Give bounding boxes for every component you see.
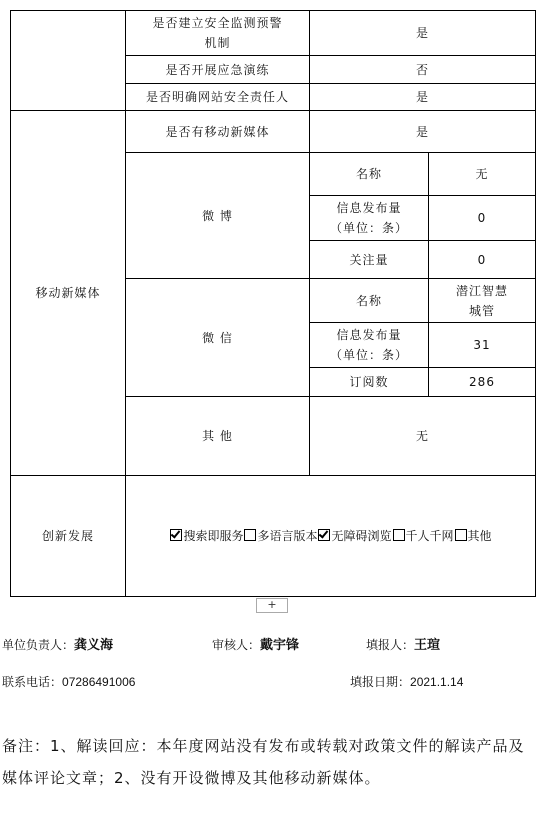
- checkbox-label-3: 无障碍浏览: [331, 529, 392, 543]
- checkbox-4[interactable]: [393, 529, 405, 541]
- wechat-subs-label: 订阅数: [309, 367, 429, 397]
- monitoring-label: 是否建立安全监测预警 机制: [125, 10, 310, 56]
- checkbox-label-2: 多语言版本: [257, 529, 318, 543]
- wechat-posts-value: 31: [428, 322, 536, 368]
- innovation-label: 创新发展: [10, 475, 126, 597]
- has-mobile-value: 是: [309, 110, 536, 153]
- checkbox-5[interactable]: [455, 529, 467, 541]
- wechat-subs-value: 286: [428, 367, 536, 397]
- mobile-section-label: 移动新媒体: [10, 110, 126, 476]
- responsible-label: 是否明确网站安全责任人: [125, 83, 310, 111]
- checkbox-label-5: 其他: [467, 529, 492, 543]
- checkbox-label-4: 千人千网: [405, 529, 454, 543]
- weibo-follow-value: 0: [428, 240, 536, 279]
- monitoring-value: 是: [309, 10, 536, 56]
- wechat-label: 微 信: [125, 278, 310, 397]
- weibo-follow-label: 关注量: [309, 240, 429, 279]
- drill-value: 否: [309, 55, 536, 84]
- filler: 填报人：王瑄: [366, 637, 441, 652]
- checkbox-2[interactable]: [244, 529, 256, 541]
- weibo-posts-label: 信息发布量 （单位：条）: [309, 195, 429, 241]
- has-mobile-label: 是否有移动新媒体: [125, 110, 310, 153]
- reviewer: 审核人：戴宇锋: [212, 637, 300, 652]
- add-row-button[interactable]: +: [256, 598, 288, 613]
- checkbox-1[interactable]: [170, 529, 182, 541]
- other-value: 无: [309, 396, 536, 476]
- wechat-posts-label: 信息发布量 （单位：条）: [309, 322, 429, 368]
- wechat-name-value: 潜江智慧 城管: [428, 278, 536, 323]
- weibo-name-value: 无: [428, 152, 536, 196]
- left-blank-cell: [10, 10, 126, 111]
- checkbox-group: [169, 526, 491, 546]
- innovation-options: [125, 475, 536, 597]
- checkbox-3[interactable]: [318, 529, 330, 541]
- phone: 联系电话：07286491006: [2, 675, 136, 689]
- responsible-value: 是: [309, 83, 536, 111]
- unit-head: 单位负责人：龚义海: [2, 637, 114, 652]
- wechat-name-label: 名称: [309, 278, 429, 323]
- other-label: 其 他: [125, 396, 310, 476]
- weibo-posts-value: 0: [428, 195, 536, 241]
- remark-note: 备注：1、解读回应：本年度网站没有发布或转载对政策文件的解读产品及媒体评论文章；2、没有开设微博及其他移动新媒体。: [2, 737, 525, 787]
- weibo-name-label: 名称: [309, 152, 429, 196]
- drill-label: 是否开展应急演练: [125, 55, 310, 84]
- checkbox-label-1: 搜索即服务: [183, 529, 244, 543]
- fill-date: 填报日期：2021.1.14: [350, 675, 464, 689]
- weibo-label: 微 博: [125, 152, 310, 279]
